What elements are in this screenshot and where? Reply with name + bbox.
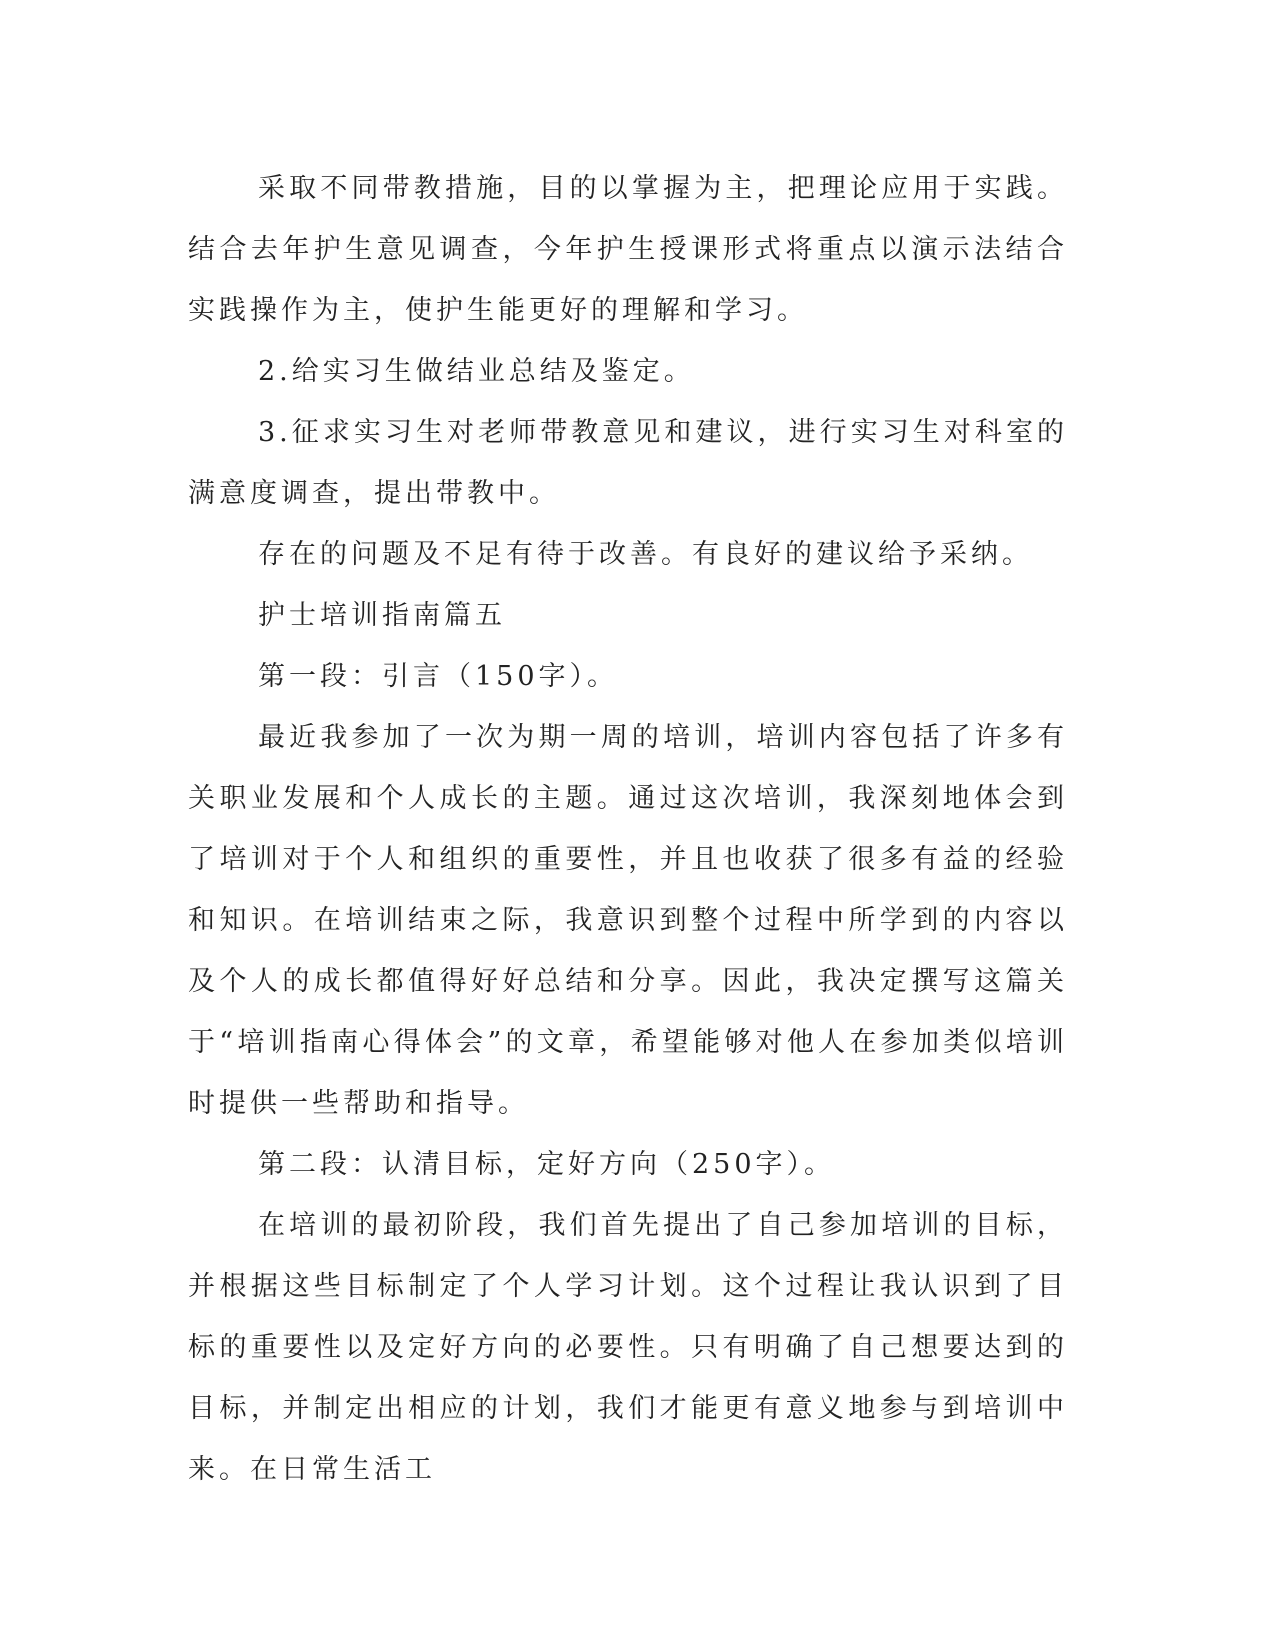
paragraph-1: 采取不同带教措施，目的以掌握为主，把理论应用于实践。结合去年护生意见调查，今年护生授课形式将重点以演示法结合实践操作为主，使护生能更好的理解和学习。 bbox=[188, 173, 1068, 326]
paragraph-6: 在培训的最初阶段，我们首先提出了自己参加培训的目标，并根据这些目标制定了个人学习计划。这个过程让我认识到了目标的重要性以及定好方向的必要性。只有明确了自己想要达到的目标，并制定出相应的计划，我们才能更有意义地参与到培训中来。在日常生活工 bbox=[188, 1210, 1068, 1485]
paragraph-heading-1: 第一段：引言（150字）。 bbox=[258, 661, 619, 692]
document-body bbox=[188, 158, 1068, 1500]
paragraph-3: 3.征求实习生对老师带教意见和建议，进行实习生对科室的满意度调查，提出带教中。 bbox=[188, 417, 1068, 509]
section-heading: 护士培训指南篇五 bbox=[258, 600, 506, 631]
paragraph-4: 存在的问题及不足有待于改善。有良好的建议给予采纳。 bbox=[258, 539, 1033, 570]
paragraph-2: 2.给实习生做结业总结及鉴定。 bbox=[258, 356, 695, 387]
paragraph-heading-2: 第二段：认清目标，定好方向（250字）。 bbox=[258, 1149, 836, 1180]
paragraph-5: 最近我参加了一次为期一周的培训，培训内容包括了许多有关职业发展和个人成长的主题。通过这次培训，我深刻地体会到了培训对于个人和组织的重要性，并且也收获了很多有益的经验和知识。在培训结束之际，我意识到整个过程中所学到的内容以及个人的成长都值得好好总结和分享。因此，我决定撰写这篇关于“培训指南心得体会”的文章，希望能够对他人在参加类似培训时提供一些帮助和指导。 bbox=[188, 722, 1068, 1119]
